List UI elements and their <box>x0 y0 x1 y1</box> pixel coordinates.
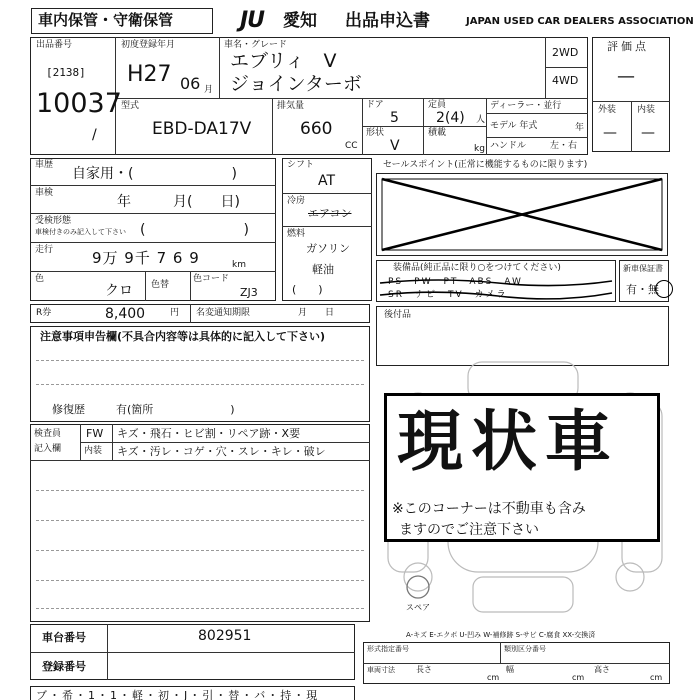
inspection-label: 車検 <box>35 188 54 198</box>
acceptance-value: ( ) <box>140 222 249 238</box>
shift-value: AT <box>318 173 336 189</box>
color-label: 色 <box>35 274 45 284</box>
mileage-value: 9万 9千 7 6 9 <box>92 249 200 267</box>
fw-text: キズ・飛石・ヒビ割・リペア跡・X要 <box>117 427 301 440</box>
displacement-value: 660 <box>300 119 333 139</box>
model-label: 型式 <box>121 101 140 111</box>
model-year-label: モデル 年式 <box>490 121 538 131</box>
cm-unit-3: cm <box>650 673 663 682</box>
repair-value: 有(箇所 ) <box>116 403 235 416</box>
warranty-circle <box>655 280 673 298</box>
equipment-label: 装備品(純正品に限り○をつけてください) <box>393 263 561 273</box>
ac-label: 冷房 <box>287 196 306 206</box>
drive-2wd: 2WD <box>552 46 579 59</box>
ju-logo: JU <box>240 8 265 33</box>
history-label: 車歴 <box>35 160 54 170</box>
cm-unit-2: cm <box>572 673 585 682</box>
lot-bracket-code: [2138] <box>46 66 86 79</box>
capacity-label: 定員 <box>428 100 447 110</box>
interior-ins-text: キズ・汚レ・コゲ・穴・スレ・キレ・破レ <box>117 445 326 458</box>
reg-number-label: 登録番号 <box>42 660 86 673</box>
bottom-row: ブ・希・1・1・軽・初・J・引・替・バ・持・現 <box>36 689 320 700</box>
warranty-value: 有・無 <box>626 283 659 296</box>
form-title: 出品申込書 <box>345 11 430 31</box>
exterior-score: — <box>603 125 617 141</box>
car-grade: ジョインターボ <box>230 73 362 95</box>
acceptance-label: 受検形態 <box>35 216 72 226</box>
equipment-row2: SR ナビ TV カメラ <box>388 290 508 300</box>
interior-label: 内装 <box>637 105 656 115</box>
lot-number: 10037 <box>36 88 122 119</box>
equipment-strikeout <box>378 275 614 301</box>
capacity-unit: 人 <box>476 115 486 125</box>
recycle-label: R券 <box>36 308 52 318</box>
lot-label: 出品番号 <box>36 40 73 50</box>
shift-label: シフト <box>287 160 315 170</box>
exterior-label: 外装 <box>598 105 617 115</box>
inspection-value: 年 月( 日) <box>117 194 240 210</box>
recycle-unit: 円 <box>170 308 180 318</box>
car-name: エブリィ V <box>230 50 337 72</box>
damage-legend: A-キズ E-エクボ U-凹み W-補修跡 S-サビ C-腐食 XX-交換済 <box>406 631 596 639</box>
load-label: 積載 <box>428 128 447 138</box>
mileage-label: 走行 <box>35 245 54 255</box>
displacement-label: 排気量 <box>277 101 305 111</box>
dim-length: 長さ <box>416 665 432 674</box>
name-change-value: 月 日 <box>298 308 335 318</box>
handle-options: 左・右 <box>550 141 578 151</box>
handle-label: ハンドル <box>490 141 527 151</box>
ac-value: エアコン <box>308 207 352 220</box>
load-unit: kg <box>474 144 485 154</box>
name-change-label: 名変通知期限 <box>196 308 251 318</box>
fuel-paren: ( ) <box>292 283 323 296</box>
history-value: 自家用・( ) <box>72 166 237 182</box>
sales-point-crossout <box>378 175 666 254</box>
chassis-value: 802951 <box>198 628 252 644</box>
eval-label: 評価点 <box>607 40 649 53</box>
as-is-note2: ますのでご注意下さい <box>399 522 539 538</box>
color-code-label: 色コード <box>193 274 230 284</box>
spare-tire-icon <box>407 576 429 598</box>
shape-value: V <box>390 138 400 154</box>
fw-label: FW <box>86 427 104 440</box>
mileage-unit: km <box>232 260 246 270</box>
fuel-diesel: 軽油 <box>312 263 334 276</box>
fuel-label: 燃料 <box>287 229 306 239</box>
capacity-value: 2(4) <box>436 110 465 126</box>
storage-note: 車内保管・守衛保管 <box>38 11 174 29</box>
inspector-label2: 記入欄 <box>34 444 62 454</box>
car-name-label: 車名・グレード <box>224 40 288 50</box>
dealer-label: ディーラー・並行 <box>490 101 562 111</box>
class-label: 類別区分番号 <box>504 645 546 653</box>
length-label: 車両寸法 <box>367 666 395 674</box>
warranty-label: 新車保証書 <box>623 264 663 273</box>
reg-month: 06 <box>180 74 201 93</box>
reg-year: H27 <box>127 62 172 87</box>
doors-value: 5 <box>390 110 399 126</box>
org-name: 愛知 <box>283 11 317 31</box>
hue-label: 色替 <box>151 280 170 290</box>
fuel-gas: ガソリン <box>306 242 350 255</box>
reg-label: 初度登録年月 <box>121 40 176 50</box>
as-is-title: 現状車 <box>397 402 619 480</box>
as-is-stamp <box>384 393 660 542</box>
model-year-unit: 年 <box>575 123 585 133</box>
english-title: JAPAN USED CAR DEALERS ASSOCIATION <box>466 16 694 27</box>
acceptance-note: 車検付きのみ記入して下さい <box>35 228 126 236</box>
chassis-label: 車台番号 <box>42 631 86 644</box>
form-label: 形式指定番号 <box>367 645 409 653</box>
dim-width: 幅 <box>506 665 514 674</box>
model-value: EBD-DA17V <box>152 119 252 139</box>
doors-label: ドア <box>366 100 384 110</box>
color-value: クロ <box>105 283 133 299</box>
notes-label: 注意事項申告欄(不具合内容等は具体的に記入して下さい) <box>40 330 326 343</box>
equipment-row1: PS PW PT ABS AW <box>388 277 523 287</box>
interior-score: — <box>641 125 655 141</box>
cc-unit: CC <box>345 141 358 151</box>
spare-label: スペア <box>406 603 430 612</box>
shape-label: 形状 <box>366 128 385 138</box>
interior-ins-label: 内装 <box>84 446 103 456</box>
sales-point-label: セールスポイント(正常に機能するものに限ります) <box>383 160 588 170</box>
cm-unit-1: cm <box>487 673 500 682</box>
reg-month-unit: 月 <box>204 85 214 95</box>
inspector-label1: 検査員 <box>34 429 62 439</box>
lot-mark: / <box>92 127 97 143</box>
color-code: ZJ3 <box>240 286 258 299</box>
drive-4wd: 4WD <box>552 74 579 87</box>
as-is-note1: ※このコーナーは不動車も含み <box>392 501 586 517</box>
eval-score: — <box>617 66 635 87</box>
dim-height: 高さ <box>594 665 610 674</box>
aftermarket-label: 後付品 <box>384 310 412 320</box>
recycle-value: 8,400 <box>105 306 146 322</box>
repair-label: 修復歴 <box>52 403 85 416</box>
